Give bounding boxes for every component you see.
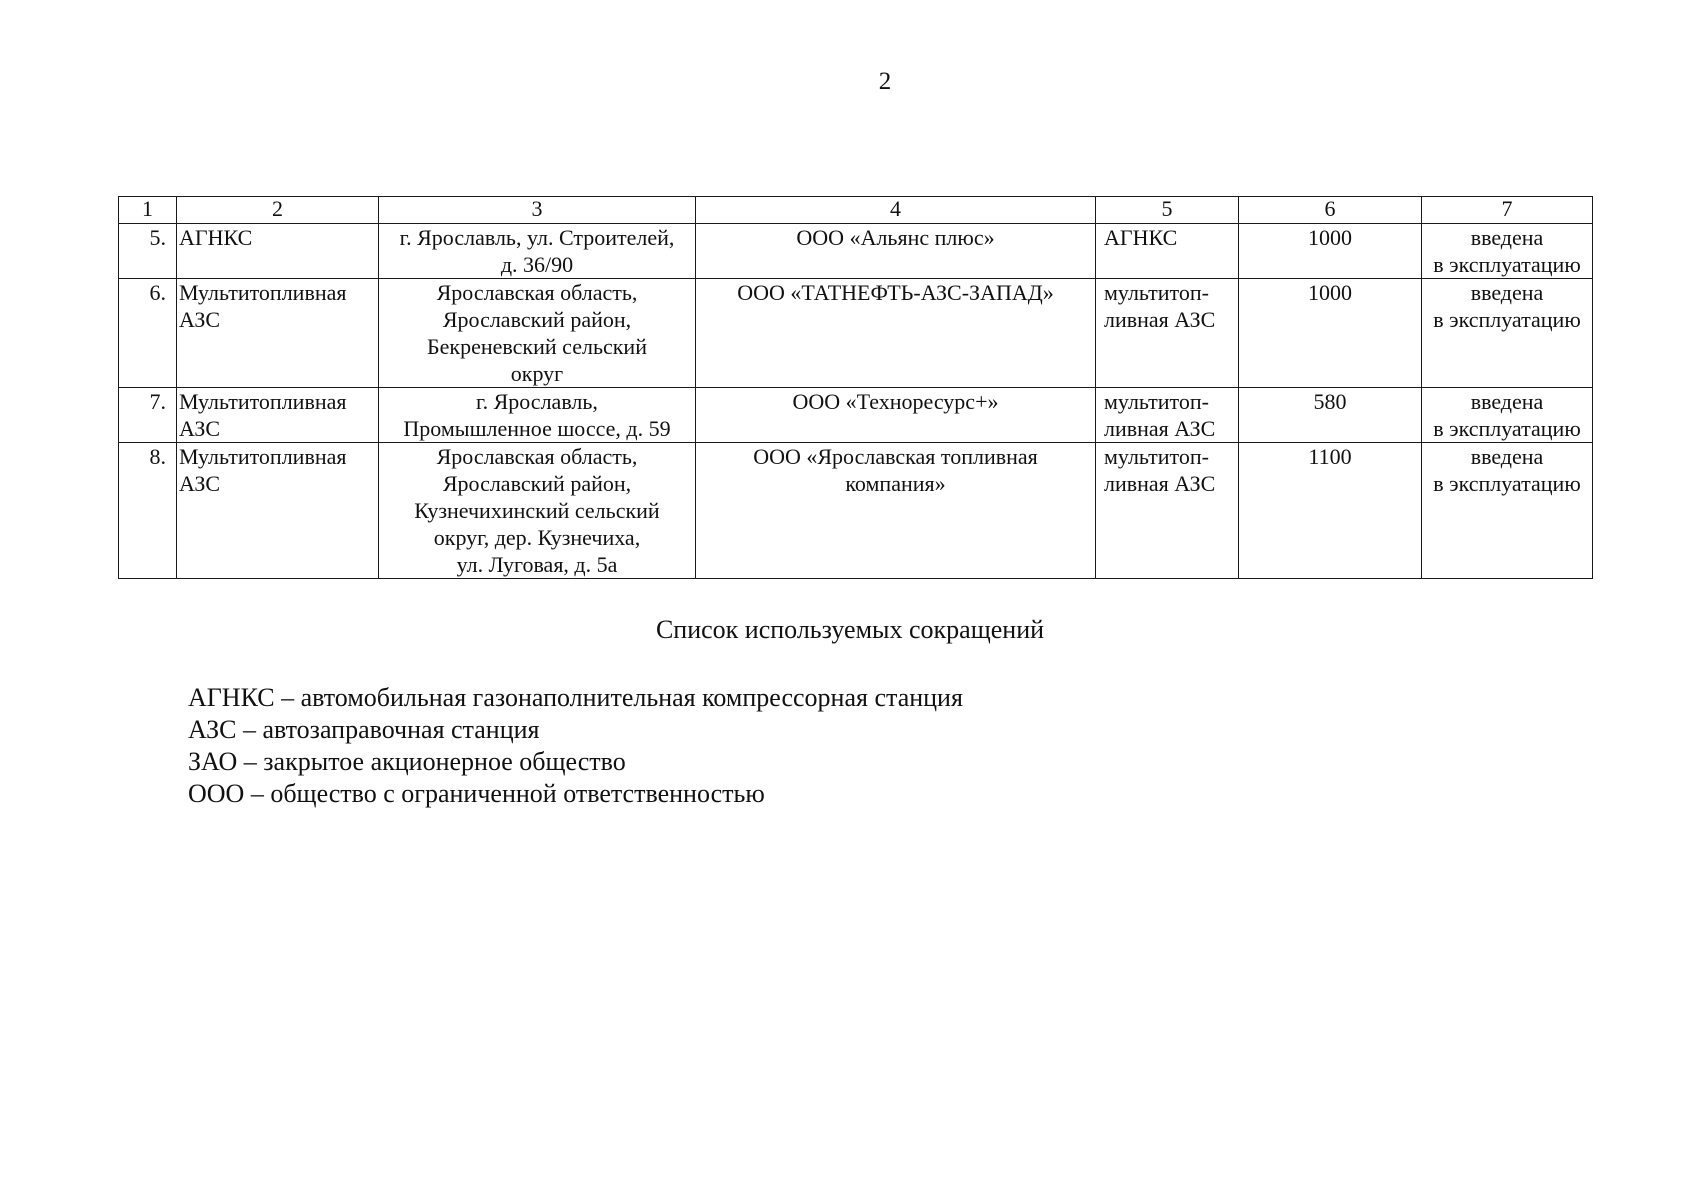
address-line: ул. Луговая, д. 5а <box>456 552 618 577</box>
capacity-cell: 1000 <box>1239 224 1422 279</box>
station-type-line: ливная АЗС <box>1104 471 1216 496</box>
stations-table <box>118 196 1593 579</box>
table-header-row <box>119 197 1593 224</box>
owner-cell <box>696 224 1096 279</box>
address-line: округ, дер. Кузнечиха, <box>433 525 641 550</box>
address-line: Ярославский район, <box>442 307 632 332</box>
status-line: в эксплуатацию <box>1433 471 1581 496</box>
object-name-cell <box>177 279 379 388</box>
address-line: Промышленное шоссе, д. 59 <box>403 416 671 441</box>
row-number-cell: 6. <box>119 279 177 388</box>
column-header: 6 <box>1239 197 1422 224</box>
column-header: 5 <box>1096 197 1239 224</box>
address-cell <box>379 224 696 279</box>
abbreviation-item: ЗАО – закрытое акционерное общество <box>188 747 626 776</box>
station-type-line: мультитоп- <box>1104 280 1209 305</box>
status-line: в эксплуатацию <box>1433 416 1581 441</box>
address-cell <box>379 279 696 388</box>
station-type-cell <box>1096 443 1239 579</box>
status-line: введена <box>1470 225 1544 250</box>
object-name-line: Мультитопливная <box>179 280 347 305</box>
owner-cell <box>696 388 1096 443</box>
column-header: 4 <box>696 197 1096 224</box>
address-cell <box>379 443 696 579</box>
status-line: введена <box>1470 389 1544 414</box>
object-name-line: АЗС <box>179 307 221 332</box>
object-name-line: АЗС <box>179 416 221 441</box>
address-line: Ярославский район, <box>442 471 632 496</box>
object-name-line: Мультитопливная <box>179 389 347 414</box>
column-header: 3 <box>379 197 696 224</box>
status-line: в эксплуатацию <box>1433 307 1581 332</box>
status-line: введена <box>1470 444 1544 469</box>
status-cell <box>1422 279 1593 388</box>
station-type-line: мультитоп- <box>1104 389 1209 414</box>
column-header: 2 <box>177 197 379 224</box>
address-line: округ <box>510 361 564 386</box>
object-name-line: АГНКС <box>179 225 253 250</box>
object-name-line: Мультитопливная <box>179 444 347 469</box>
table-row <box>119 443 1593 579</box>
status-cell <box>1422 443 1593 579</box>
object-name-cell <box>177 388 379 443</box>
owner-line: ООО «Ярославская топливная <box>753 444 1038 469</box>
owner-line: компания» <box>845 471 946 496</box>
address-line: Кузнечихинский сельский <box>414 498 660 523</box>
address-line: г. Ярославль, ул. Строителей, <box>399 225 675 250</box>
page-number: 2 <box>878 68 892 95</box>
station-type-line: мультитоп- <box>1104 444 1209 469</box>
station-type-line: ливная АЗС <box>1104 416 1216 441</box>
capacity-cell: 1100 <box>1239 443 1422 579</box>
abbreviations-title: Список используемых сокращений <box>655 615 1045 644</box>
status-cell <box>1422 224 1593 279</box>
capacity-cell: 1000 <box>1239 279 1422 388</box>
owner-line: ООО «Альянс плюс» <box>796 225 995 250</box>
column-header: 7 <box>1422 197 1593 224</box>
table-row <box>119 279 1593 388</box>
station-type-line: АГНКС <box>1104 225 1178 250</box>
abbreviations-list <box>188 682 963 810</box>
owner-cell <box>696 279 1096 388</box>
row-number-cell: 5. <box>119 224 177 279</box>
row-number-cell: 8. <box>119 443 177 579</box>
station-type-cell <box>1096 224 1239 279</box>
address-line: Ярославская область, <box>436 444 638 469</box>
capacity-cell: 580 <box>1239 388 1422 443</box>
address-line: г. Ярославль, <box>476 389 598 414</box>
owner-line: ООО «ТАТНЕФТЬ-АЗС-ЗАПАД» <box>737 280 1054 305</box>
table-row <box>119 388 1593 443</box>
status-cell <box>1422 388 1593 443</box>
abbreviation-item: ООО – общество с ограниченной ответственностью <box>188 779 765 808</box>
address-line: д. 36/90 <box>500 252 574 277</box>
abbreviation-item: АЗС – автозаправочная станция <box>188 715 540 744</box>
status-line: введена <box>1470 280 1544 305</box>
object-name-cell <box>177 443 379 579</box>
address-line: Ярославская область, <box>436 280 638 305</box>
table-row <box>119 224 1593 279</box>
status-line: в эксплуатацию <box>1433 252 1581 277</box>
abbreviation-item: АГНКС – автомобильная газонаполнительная компрессорная станция <box>188 683 963 712</box>
station-type-cell <box>1096 388 1239 443</box>
address-line: Бекреневский сельский <box>427 334 647 359</box>
column-header: 1 <box>119 197 177 224</box>
object-name-cell <box>177 224 379 279</box>
owner-cell <box>696 443 1096 579</box>
address-cell <box>379 388 696 443</box>
station-type-cell <box>1096 279 1239 388</box>
row-number-cell: 7. <box>119 388 177 443</box>
station-type-line: ливная АЗС <box>1104 307 1216 332</box>
object-name-line: АЗС <box>179 471 221 496</box>
owner-line: ООО «Техноресурс+» <box>792 389 999 414</box>
